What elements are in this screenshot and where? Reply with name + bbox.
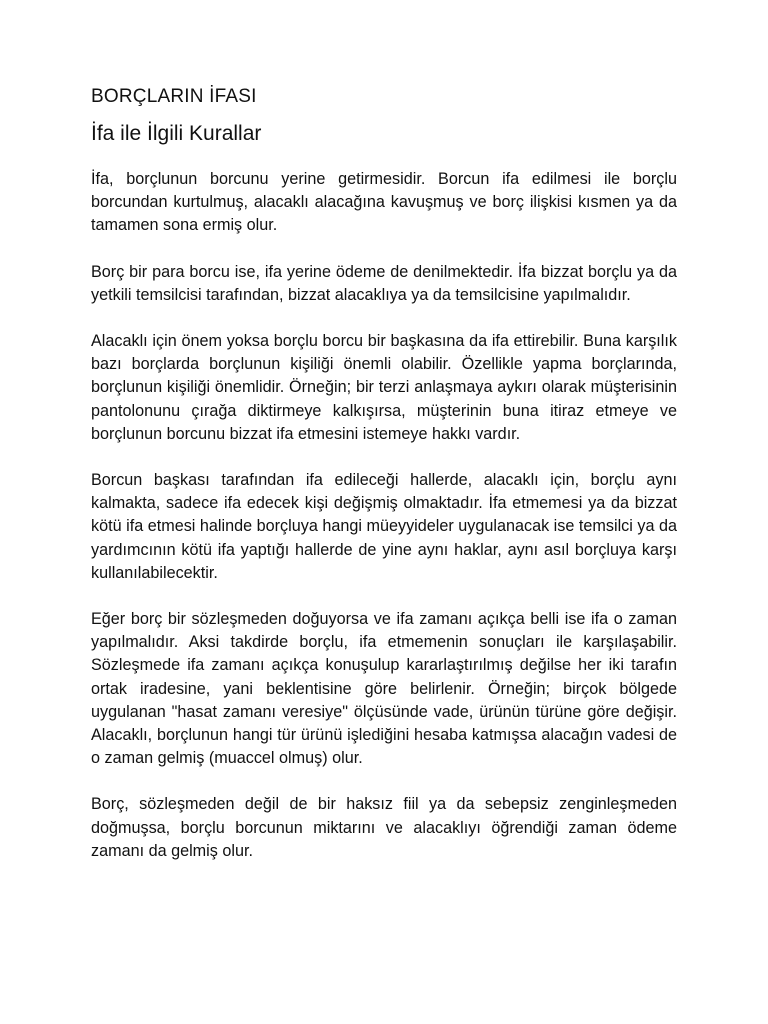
document-body bbox=[91, 86, 677, 886]
paragraph-3: Alacaklı için önem yoksa borçlu borcu bir başkasına da ifa ettirebilir. Buna karşılık bazı borçlarda borçlunun kişiliği önemli olabilir. Özellikle yapma borçlarında, borçlunun kişiliği önemlidir. Örneğin; bir terzi anlaşmaya aykırı olarak müşterisinin pantolonunu çırağa diktirmeye kalkışırsa, müşterinin buna itiraz etmeye ve borçlunun borcunu bizzat ifa etmesini istemeye hakkı vardır. bbox=[91, 332, 677, 443]
paragraph-6: Borç, sözleşmeden değil de bir haksız fiil ya da sebepsiz zenginleşmeden doğmuşsa, borçlu borcunun miktarını ve alacaklıyı öğrendiği zaman ödeme zamanı da gelmiş olur. bbox=[91, 795, 677, 860]
paragraph-4: Borcun başkası tarafından ifa edileceği hallerde, alacaklı için, borçlu aynı kalmakta, sadece ifa edecek kişi değişmiş olmaktadır. İfa etmemesi ya da bizzat kötü ifa etmesi halinde borçluya hangi müeyyideler uygulanacak ise temsilci ya da yardımcının kötü ifa yaptığı hallerde de yine aynı haklar, aynı asıl borçluya karşı kullanılabilecektir. bbox=[91, 471, 677, 582]
document-subtitle: İfa ile İlgili Kurallar bbox=[91, 122, 262, 145]
document-title: BORÇLARIN İFASI bbox=[91, 86, 257, 107]
paragraph-2: Borç bir para borcu ise, ifa yerine ödeme de denilmektedir. İfa bizzat borçlu ya da yetkili temsilcisi tarafından, bizzat alacaklıya ya da temsilcisine yapılmalıdır. bbox=[91, 262, 677, 304]
paragraph-1: İfa, borçlunun borcunu yerine getirmesidir. Borcun ifa edilmesi ile borçlu borcundan kurtulmuş, alacaklı alacağına kavuşmuş ve borç ilişkisi kısmen ya da tamamen sona ermiş olur. bbox=[91, 170, 677, 235]
paragraph-5: Eğer borç bir sözleşmeden doğuyorsa ve ifa zamanı açıkça belli ise ifa o zaman yapılmalıdır. Aksi takdirde borçlu, ifa etmemenin sonuçları ile karşılaşabilir. Sözleşmede ifa zamanı açıkça konuşulup kararlaştırılmış değilse her iki tarafın ortak iradesine, yani beklentisine göre belirlenir. Örneğin; birçok bölgede uygulanan "hasat zamanı veresiye" ölçüsünde vade, ürünün türüne göre değişir. Alacaklı, borçlunun hangi tür ürünü işlediğini hesaba katmışsa alacağın vadesi de o zaman gelmiş (muaccel olmuş) olur. bbox=[91, 610, 677, 768]
